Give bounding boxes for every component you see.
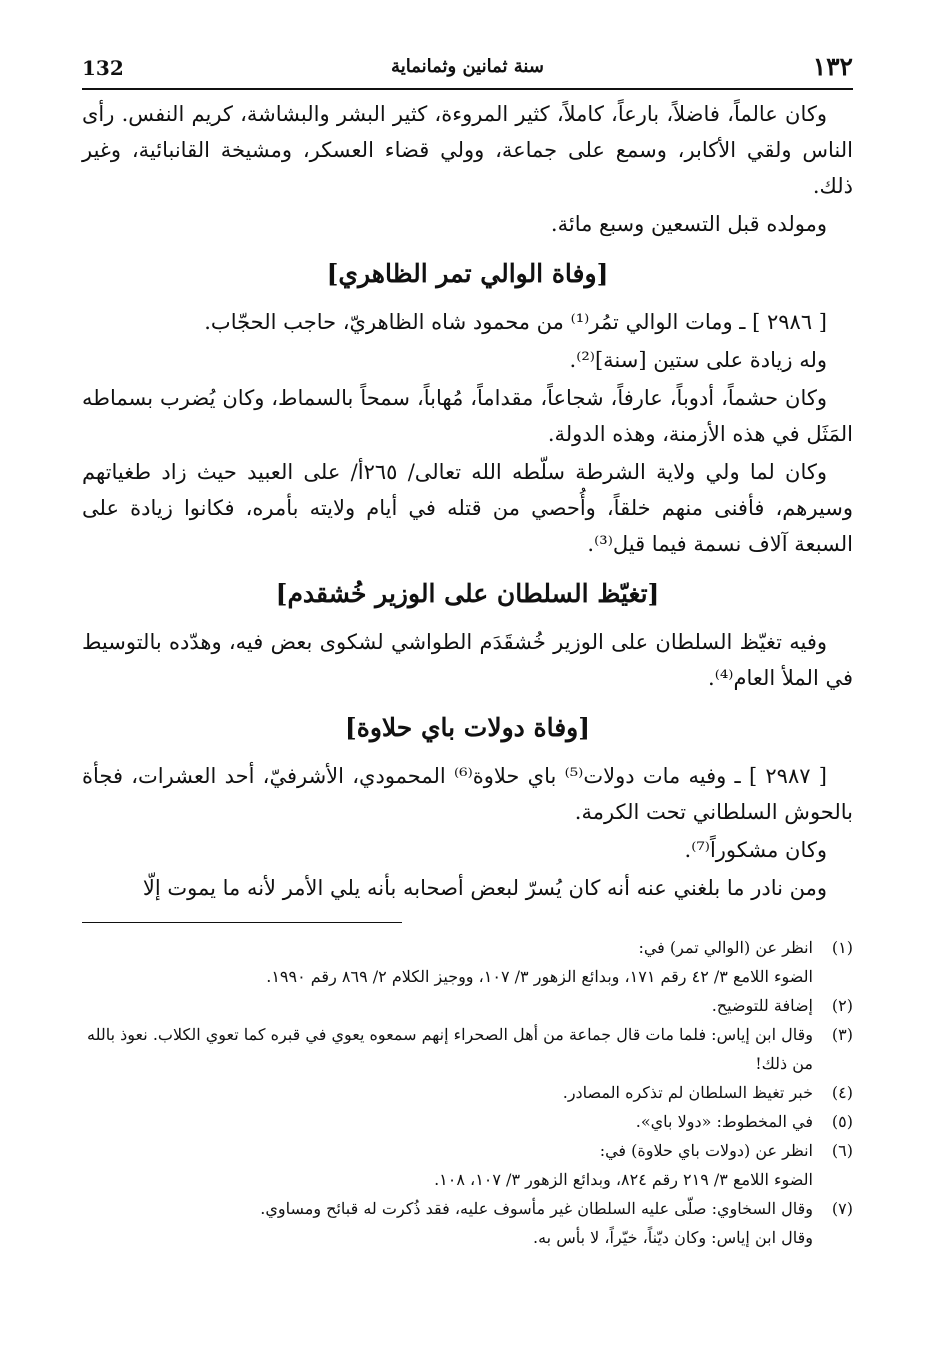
section-heading: [وفاة دولات باي حلاوة] bbox=[344, 713, 591, 742]
footnote bbox=[82, 1107, 853, 1136]
page-number-latin: 132 bbox=[82, 56, 124, 80]
footnote-number: (١) bbox=[831, 938, 853, 957]
entry-paragraph: [ ٢٩٨٧ ] ـ وفيه مات دولات⁽⁵⁾ باي حلاوة⁽⁶⁾ المحمودي، الأشرفيّ، أحد العشرات، فجأة بالحوش السلطاني تحت الكرمة. bbox=[82, 764, 853, 824]
footnote-line: في المخطوط: «دولا باي». bbox=[635, 1112, 813, 1131]
footnote-line: وقال ابن إياس: فلما مات قال جماعة من أهل الصحراء إنهم سمعوه يعوي في قبره كما تعوي الكلاب. نعوذ بالله من ذلك! bbox=[87, 1025, 813, 1073]
paragraph: وكان مشكوراً⁽⁷⁾. bbox=[684, 838, 827, 862]
paragraph: وكان لما ولي ولاية الشرطة سلّطه الله تعالى/ ٢٦٥أ/ على العبيد حيث زاد طغياتهم وسيرهم، فأفنى منهم خلقاً، وأُحصي من قتله في أيام ولايته بأمره، فكانوا زيادة على السبعة آلاف نسمة فيما قيل⁽³⁾. bbox=[82, 460, 853, 556]
footnote-line: انظر عن (دولات باي حلاوة) في: bbox=[599, 1141, 813, 1160]
footnote-line: انظر عن (الوالي تمر) في: bbox=[638, 938, 813, 957]
footnote bbox=[82, 933, 853, 991]
section-heading: [وفاة الوالي تمر الظاهري] bbox=[326, 259, 609, 288]
paragraph: ومولده قبل التسعين وسبع مائة. bbox=[550, 212, 827, 236]
footnote-number: (٧) bbox=[831, 1199, 853, 1218]
footnote-line: وقال السخاوي: صلّى عليه السلطان غير مأسوف عليه، فقد ذُكرت له قبائح ومساوي. bbox=[260, 1199, 813, 1218]
footnote-line: إضافة للتوضيح. bbox=[711, 996, 813, 1015]
footnote-line: خبر تغيظ السلطان لم تذكره المصادر. bbox=[562, 1083, 813, 1102]
footnote-number: (٣) bbox=[831, 1025, 853, 1044]
footnote bbox=[82, 1020, 853, 1078]
footnote bbox=[82, 991, 853, 1020]
footnote-number: (٦) bbox=[831, 1141, 853, 1160]
footnote-number: (٥) bbox=[831, 1112, 853, 1131]
footnote bbox=[82, 1136, 853, 1194]
entry-paragraph: [ ٢٩٨٦ ] ـ ومات الوالي تمُر⁽¹⁾ من محمود شاه الظاهريّ، حاجب الحجّاب. bbox=[204, 310, 827, 334]
paragraph: وفيه تغيّظ السلطان على الوزير خُشقَدَم الطواشي لشكوى بعض فيه، وهدّده بالتوسيط في الملأ العام⁽⁴⁾. bbox=[82, 630, 853, 690]
running-title: سنة ثمانين وثمانماية bbox=[391, 56, 544, 77]
footnotes bbox=[82, 933, 853, 1252]
footnote-line: الضوء اللامع ٣/ ٢١٩ رقم ٨٢٤، وبدائع الزهور ٣/ ١٠٧، ١٠٨. bbox=[434, 1170, 813, 1189]
footnote bbox=[82, 1194, 853, 1252]
footnote-separator bbox=[82, 922, 402, 923]
paragraph: ومن نادر ما بلغني عنه أنه كان يُسرّ لبعض أصحابه بأنه يلي الأمر لأنه ما يموت إلّا bbox=[142, 876, 827, 900]
footnote bbox=[82, 1078, 853, 1107]
page-number-arabic: ١٣٢ bbox=[812, 52, 853, 81]
section-heading: [تغيّظ السلطان على الوزير خُشقدم] bbox=[275, 579, 660, 608]
running-header bbox=[82, 48, 853, 90]
paragraph: وله زيادة على ستين [سنة]⁽²⁾. bbox=[569, 348, 827, 372]
footnote-line: وقال ابن إياس: وكان ديّناً، خيّراً، لا بأس به. bbox=[532, 1228, 813, 1247]
footnote-line: الضوء اللامع ٣/ ٤٢ رقم ١٧١، وبدائع الزهور ٣/ ١٠٧، ووجيز الكلام ٢/ ٨٦٩ رقم ١٩٩٠. bbox=[266, 967, 813, 986]
footnote-number: (٢) bbox=[831, 996, 853, 1015]
main-text bbox=[82, 96, 853, 906]
paragraph: وكان حشماً، أدوباً، عارفاً، شجاعاً، مقداماً، مُهاباً، سمحاً بالسماط، وكان يُضرب بسماطه المَثَل في هذه الأزمنة، وهذه الدولة. bbox=[82, 386, 853, 446]
paragraph: وكان عالماً، فاضلاً، بارعاً، كاملاً، كثير المروءة، كثير البشر والبشاشة، كريم النفس. رأى الناس ولقي الأكابر، وسمع على جماعة، وولي قضاء العسكر، ومشيخة القانبائية، وغير ذلك. bbox=[82, 102, 853, 198]
footnote-number: (٤) bbox=[831, 1083, 853, 1102]
